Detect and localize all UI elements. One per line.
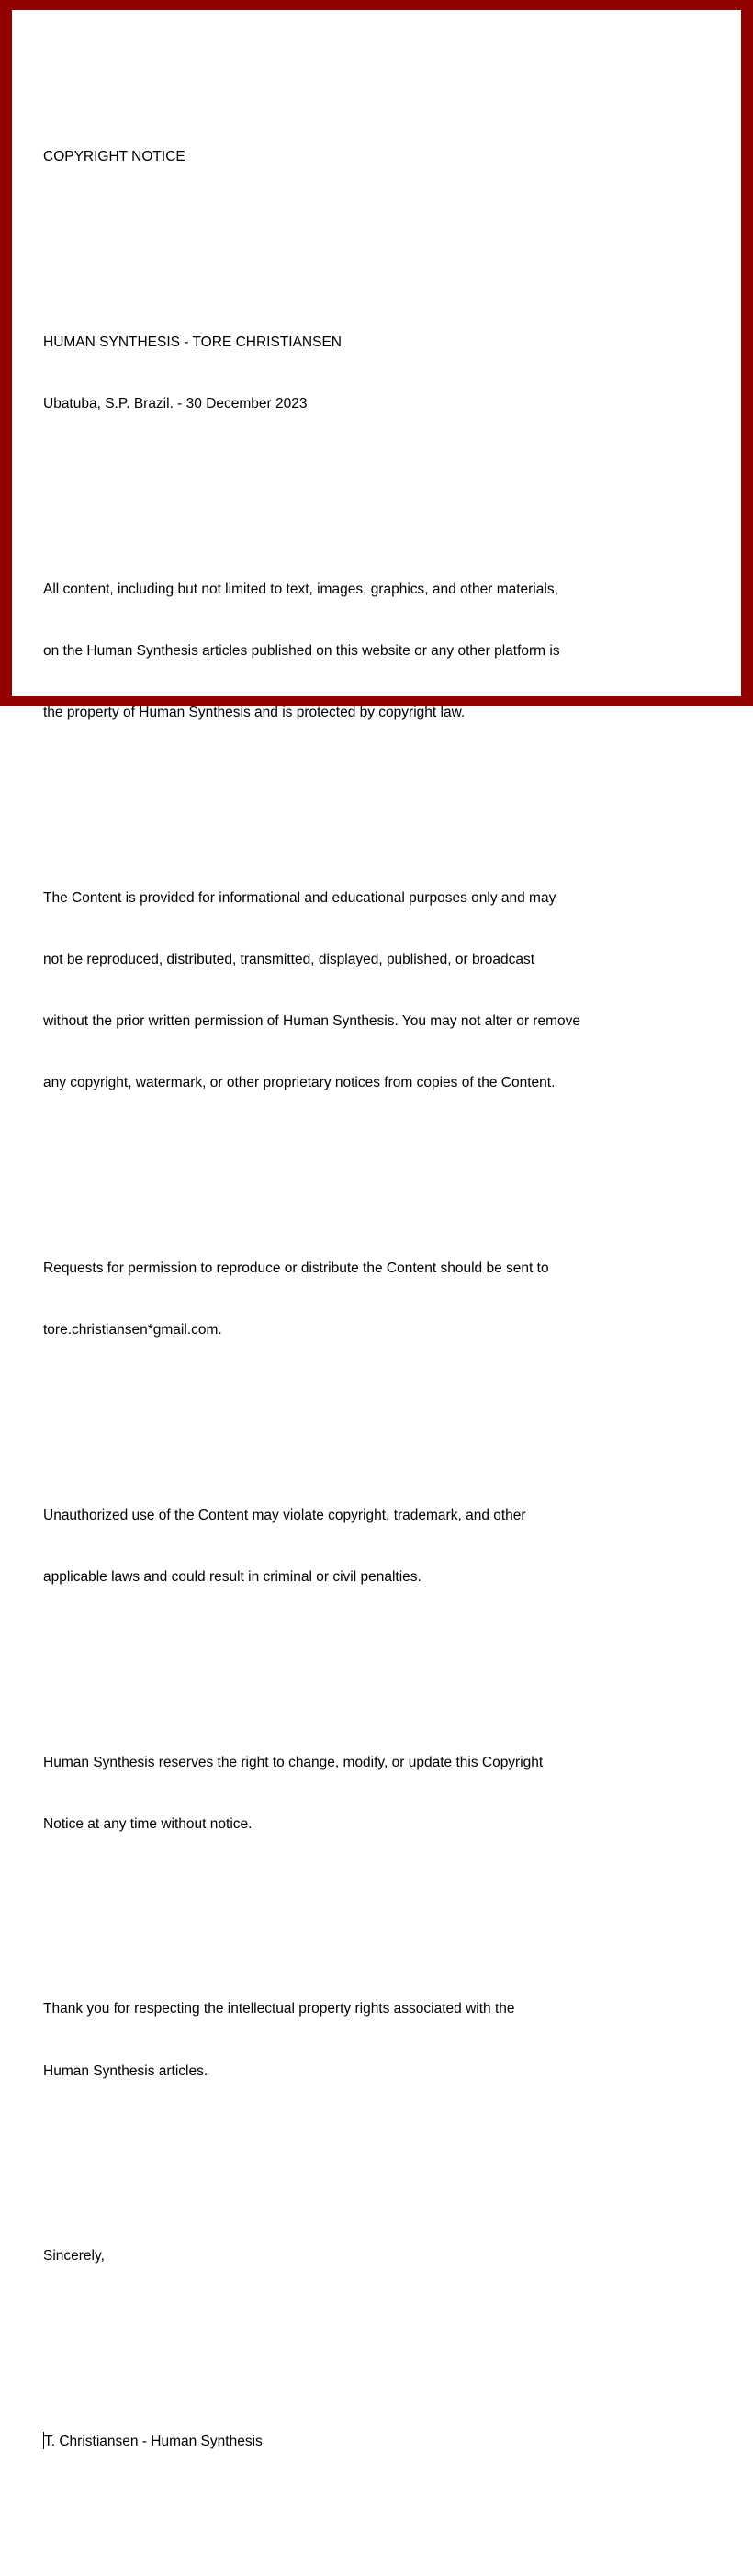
paragraph-line: applicable laws and could result in criminal or civil penalties. bbox=[43, 1568, 421, 1585]
paragraph bbox=[43, 1712, 723, 1876]
header-date-line: Ubatuba, S.P. Brazil. - 30 December 2023 bbox=[43, 395, 308, 412]
paragraph-line: any copyright, watermark, or other proprietary notices from copies of the Content. bbox=[43, 1075, 556, 1091]
paragraph bbox=[43, 538, 723, 764]
paragraph-line: Notice at any time without notice. bbox=[43, 1815, 253, 1832]
paragraph-line: without the prior written permission of Human Synthesis. You may not alter or remove bbox=[43, 1013, 580, 1030]
paragraph bbox=[43, 1217, 723, 1382]
paragraph bbox=[43, 1959, 723, 2123]
paragraph-line: not be reproduced, distributed, transmitted, displayed, published, or broadcast bbox=[43, 951, 535, 967]
paragraph-line: Unauthorized use of the Content may violate copyright, trademark, and other bbox=[43, 1507, 526, 1523]
document-header-block bbox=[43, 291, 723, 456]
paragraph-line: Thank you for respecting the intellectual property rights associated with the bbox=[43, 2001, 515, 2017]
signature-block bbox=[43, 2390, 723, 2493]
signature-text: T. Christiansen - Human Synthesis bbox=[44, 2433, 263, 2449]
paragraph-line: Human Synthesis articles. bbox=[43, 2062, 208, 2079]
paragraph bbox=[43, 1464, 723, 1629]
page-title: COPYRIGHT NOTICE bbox=[43, 149, 185, 165]
paragraph-line: The Content is provided for informational and educational purposes only and may bbox=[43, 889, 556, 906]
header-author-line: HUMAN SYNTHESIS - TORE CHRISTIANSEN bbox=[43, 333, 342, 350]
closing-line: Sincerely, bbox=[43, 2248, 105, 2265]
paragraph-line: Human Synthesis reserves the right to change, modify, or update this Copyright bbox=[43, 1754, 544, 1770]
text-editor-area[interactable] bbox=[12, 10, 741, 2576]
document-title-block bbox=[43, 106, 723, 209]
paragraph-line: on the Human Synthesis articles published on this website or any other platform is bbox=[43, 642, 560, 659]
paragraph-line: All content, including but not limited to text, images, graphics, and other materials, bbox=[43, 581, 558, 597]
signature-line bbox=[43, 2432, 723, 2452]
paragraph bbox=[43, 847, 723, 1135]
paragraph-line: Requests for permission to reproduce or distribute the Content should be sent to bbox=[43, 1260, 549, 1276]
closing-block bbox=[43, 2206, 723, 2309]
paragraph-line: the property of Human Synthesis and is protected by copyright law. bbox=[43, 704, 466, 720]
contact-email-line: tore.christiansen*gmail.com. bbox=[43, 1322, 222, 1339]
